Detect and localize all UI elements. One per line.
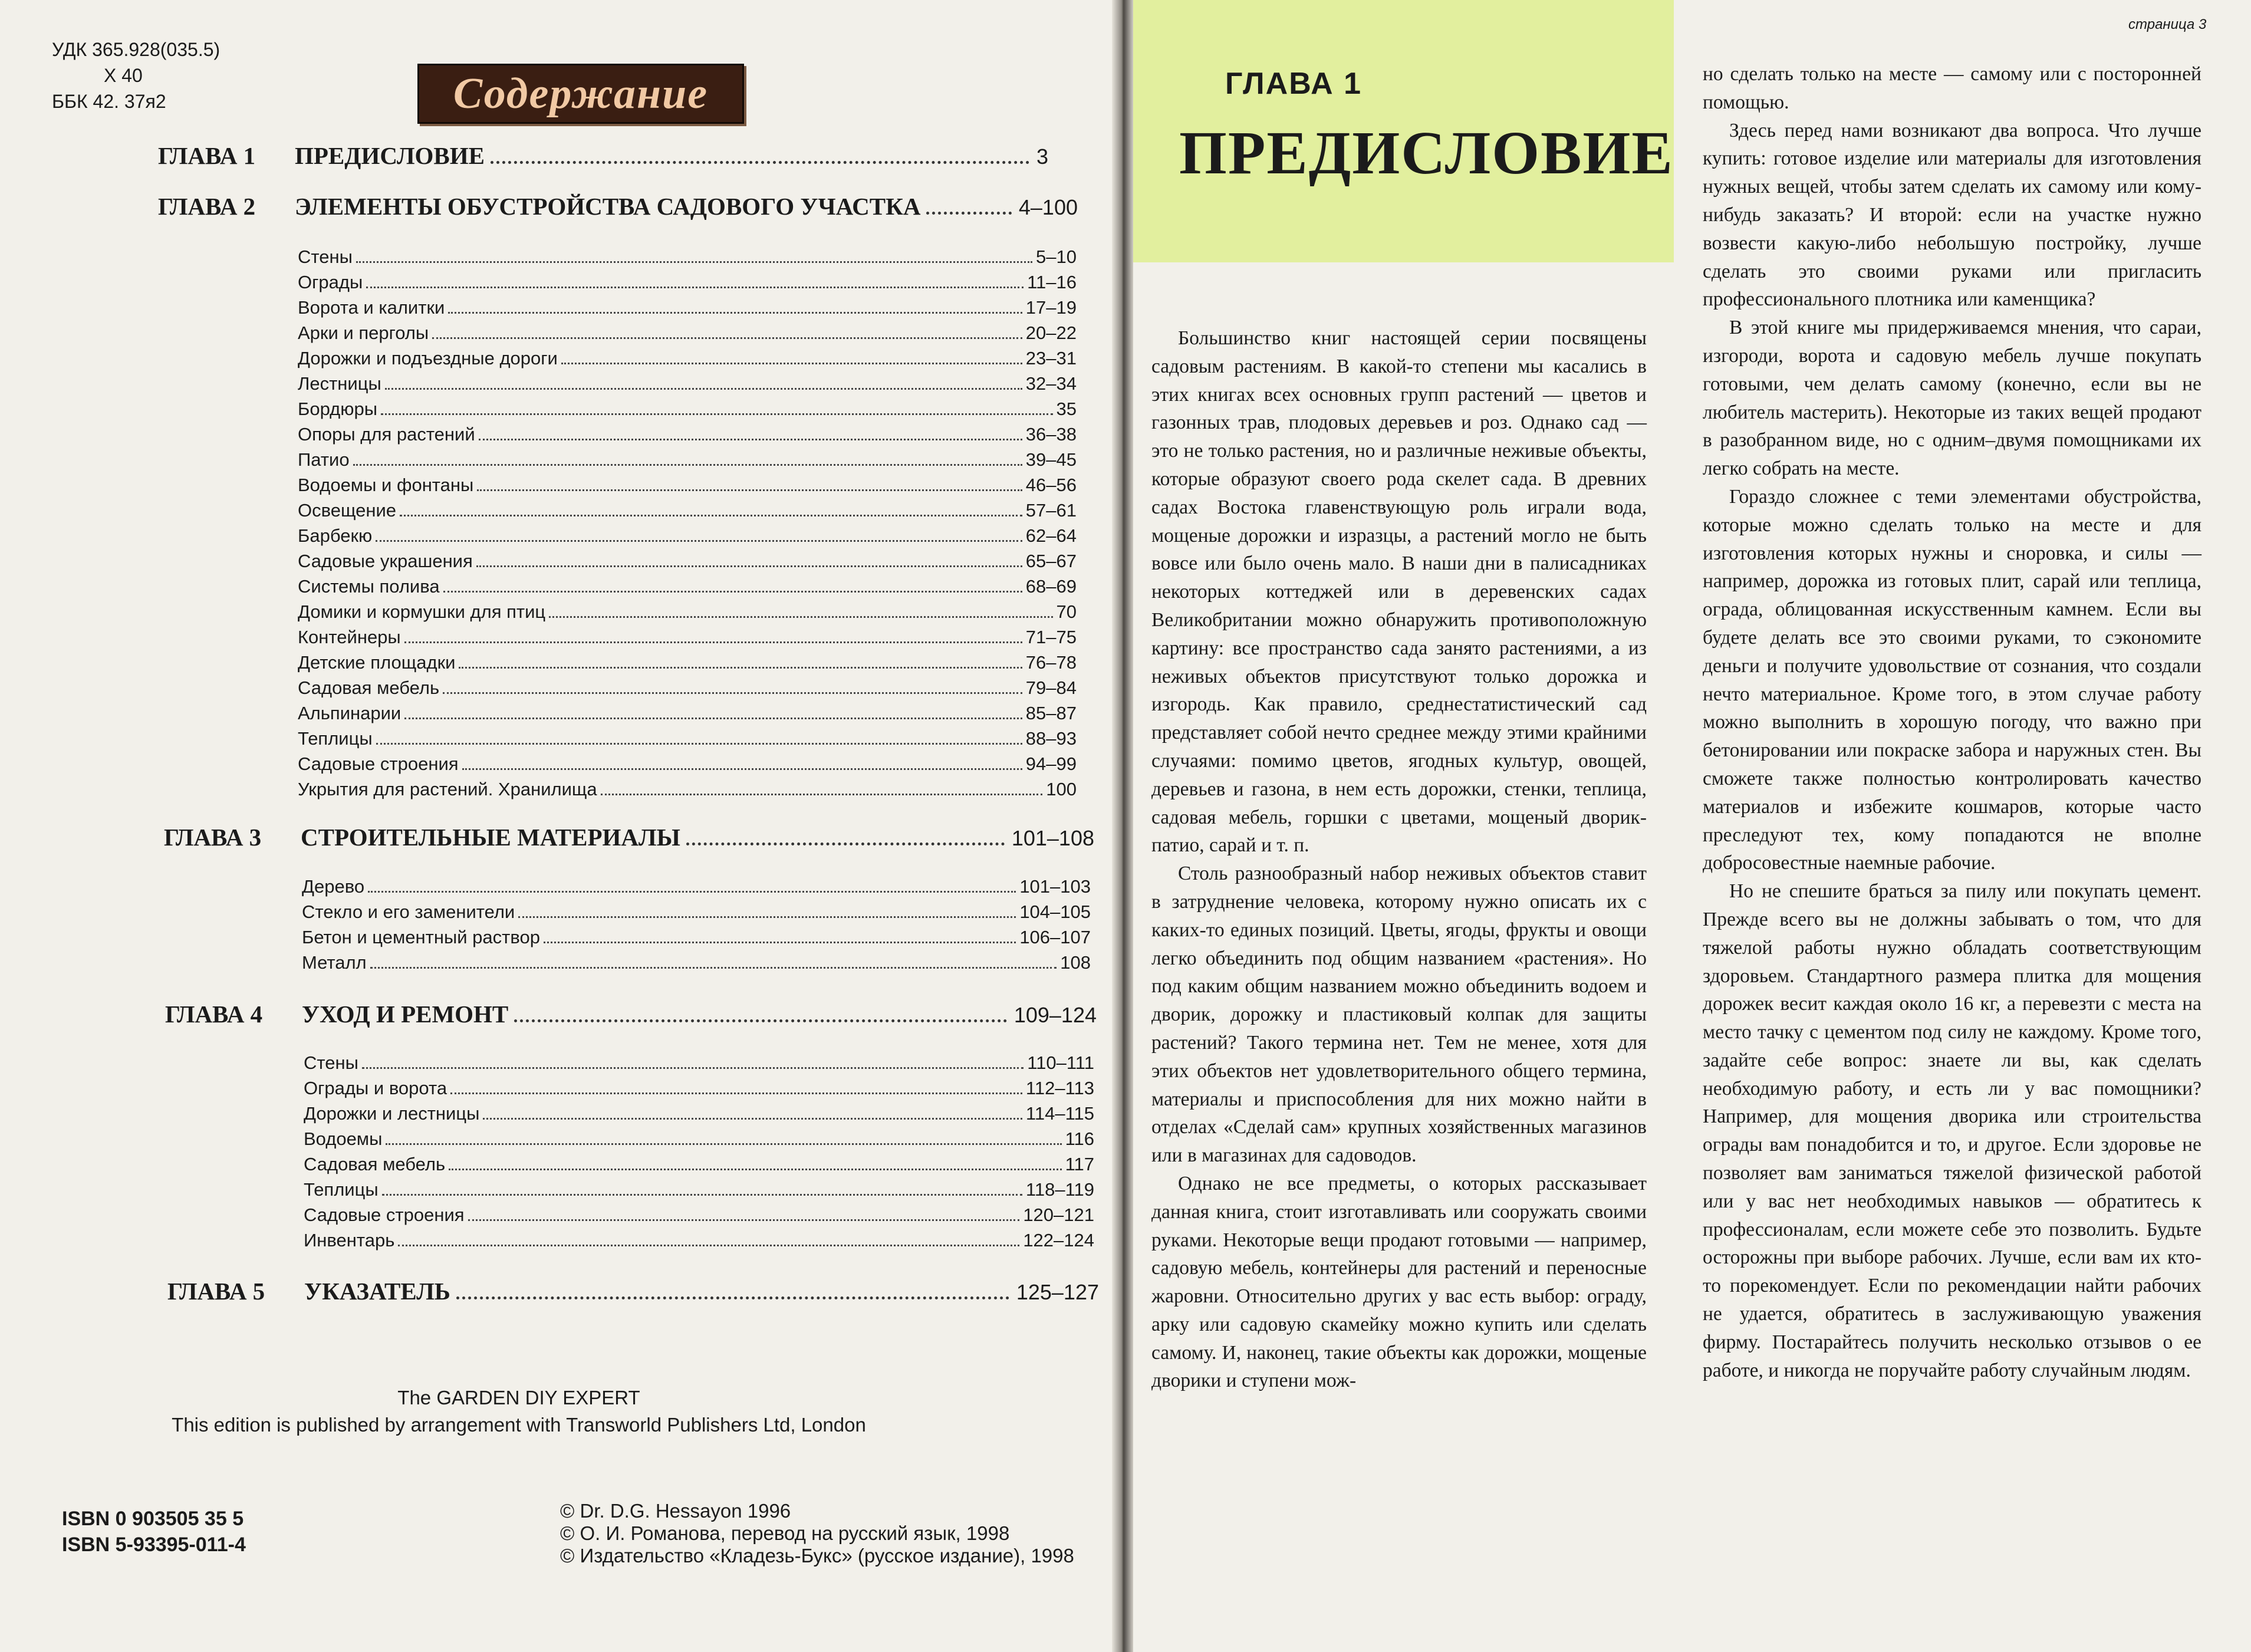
paragraph: Столь разнообразный набор неживых объектов ставит в затруднение человека, которому нужно описать их с каких-то единых позиций. Цветы, ягоды, фрукты и овощи легко объединить под общим названием «растения». Но под каким общим названием можно объединить водоем и дворик, дорожку и пластиковый колпак для защиты растений? Такого термина нет. Тем не менее, хотя для этих объектов нет удовлетворительного общего термина, материалы и приспособления для них можно найти в отделах «Сделай сам» крупных хозяйственных магазинов или в магазинах для садоводов. xyxy=(1151,863,1647,1167)
leader-dots xyxy=(462,768,1022,770)
chapter-label: ГЛАВА 5 xyxy=(167,1278,265,1305)
leader-dots xyxy=(926,212,1011,215)
paragraph: Однако не все предметы, о которых рассказывает данная книга, стоит изготавливать или сооружать своими руками. Некоторые вещи продают готовыми — например, садовую мебель, контейнеры для растений и переносные жаровни. Относительно других у вас есть выбор: ограду, арку или садовую скамейку можно купить или сделать самому. И, наконец, такие объекты как дорожки, мощеные дворики и ступени мож- xyxy=(1151,1172,1647,1392)
toc-item[interactable] xyxy=(298,753,1077,779)
chapter-label: ГЛАВА 3 xyxy=(164,824,262,851)
chapter-pages: 109–124 xyxy=(1013,1003,1097,1027)
chapter-pages: 4–100 xyxy=(1018,195,1078,219)
paragraph: Гораздо сложнее с теми элементами обустройства, которые можно сделать только на месте и для изготовления которых нужны и сноровка, и силы — например, дорожка из готовых плит, сарай или теплица, ограда, облицованная искусственным камнем. Если вы будете делать все это своими руками, то сэкономите деньги и получите удовольствие от сознания, что создали нечто материальное. Кроме того, в этом случае работу можно выполнить в хорошую погоду, что важно при бетонировании или покраске забора и наружных стен. Вы сможете также полностью контролировать качество материалов и избежите кошмаров, которые часто преследуют тех, кому попадаются не вполне добросовестные наемные рабочие. xyxy=(1703,485,2201,874)
leader-dots xyxy=(477,489,1022,491)
isbn-1: ISBN 0 903505 35 5 xyxy=(62,1508,244,1530)
toc-item-name: Арки и перголы xyxy=(298,322,429,343)
leader-dots xyxy=(601,794,1043,795)
leader-dots xyxy=(381,413,1053,415)
toc-item[interactable] xyxy=(304,1052,1094,1078)
toc-item[interactable] xyxy=(302,876,1091,901)
chapter-label: ГЛАВА 1 xyxy=(1225,67,1363,101)
toc-item-pages: 68–69 xyxy=(1025,576,1077,597)
toc-item[interactable] xyxy=(298,322,1077,348)
leader-dots xyxy=(518,916,1016,918)
toc-item[interactable] xyxy=(298,627,1077,652)
toc-item-pages: 118–119 xyxy=(1025,1179,1094,1200)
toc-item[interactable] xyxy=(304,1078,1094,1103)
copyright-line: © О. И. Романова, перевод на русский язык, 1998 xyxy=(560,1522,1010,1544)
toc-item-pages: 116 xyxy=(1065,1128,1094,1149)
toc-item-name: Стекло и его заменители xyxy=(302,901,515,922)
edition-arrangement: This edition is published by arrangement with Transworld Publishers Ltd, London xyxy=(172,1414,866,1436)
toc-item-pages: 36–38 xyxy=(1025,424,1077,445)
toc-item[interactable] xyxy=(298,677,1077,703)
toc-item[interactable] xyxy=(304,1128,1094,1154)
paragraph: В этой книге мы придерживаемся мнения, что сараи, изгороди, ворота и садовую мебель лучше покупать готовыми, чем делать самому (конечно, если вы не любитель мастерить). Некоторые из таких вещей продают в разобранном виде, но с одним–двумя помощниками их легко собрать на месте. xyxy=(1703,317,2201,480)
toc-item-pages: 46–56 xyxy=(1025,475,1077,495)
toc-item-name: Стены xyxy=(298,246,353,267)
toc-item-pages: 114–115 xyxy=(1025,1103,1094,1124)
leader-dots xyxy=(450,1092,1022,1094)
edition-title: The GARDEN DIY EXPERT xyxy=(397,1387,640,1409)
leader-dots xyxy=(544,942,1016,943)
toc-item-name: Дорожки и лестницы xyxy=(304,1103,480,1124)
toc-item-pages: 120–121 xyxy=(1023,1205,1094,1225)
toc-item[interactable] xyxy=(298,272,1077,297)
chapter-title: УКАЗАТЕЛЬ xyxy=(304,1278,450,1305)
paragraph: Большинство книг настоящей серии посвящены садовым растениям. В какой-то степени мы касались в этих книгах всех основных групп растений — цветов и газонных трав, плодовых деревьев и роз. Однако сад — это не только растения, но и различные неживые объекты, которые образуют своего рода скелет сада. В древних садах Востока главенствующую роль играли вода, мощеные дорожки и изразцы, а растений могло не быть вовсе или было очень мало. В наши дни в палисадниках некоторых коттеджей или в деревенских садах Великобритании можно обнаружить противоположную картину: все пространство сада занято растениями, а из неживых объектов присутствуют только дорожка и изгородь. Как правило, среднестатистический сад представляет собой нечто среднее между этими крайними случаями: помимо цветов, ягодных культур, овощей, деревьев и газона, в нем есть дорожки, стенки, теплица, садовая мебель, горшки с цветами, мощеный дворик-патио, сарай и т. п. xyxy=(1151,327,1647,857)
leader-dots xyxy=(368,891,1016,893)
chapter-title: ПРЕДИСЛОВИЕ xyxy=(295,142,485,169)
isbn-block xyxy=(62,1506,246,1558)
leader-dots xyxy=(398,1245,1019,1246)
catalog-meta xyxy=(52,37,220,114)
toc-item-name: Детские площадки xyxy=(298,652,456,673)
toc-item[interactable] xyxy=(298,576,1077,601)
isbn-2: ISBN 5-93395-011-4 xyxy=(62,1533,246,1556)
chapter-label: ГЛАВА 2 xyxy=(158,193,256,220)
toc-item-pages: 11–16 xyxy=(1027,272,1077,292)
author-mark: Х 40 xyxy=(104,65,143,86)
leader-dots xyxy=(370,967,1057,969)
toc-item-name: Бетон и цементный раствор xyxy=(302,927,540,947)
paragraph: Но не спешите браться за пилу или покупать цемент. Прежде всего вы не должны забывать о том, что для тяжелой работы нужно обладать соответствующим здоровьем. Стандартного размера плитка для мощения дорожек весит каждая около 16 кг, а перевезти с места на место тачку с цементом под силу не каждому. Кроме того, задайте себе вопрос: знаете ли вы, как сделать необходимую работу, и есть ли у вас помощники? Например, для мощения дворика или строительства ограды вам понадобится и то, и другое. Если здоровье не позволяет вам заниматься тяжелой физической работой или у вас нет необходимых навыков — обратитесь к профессионалам, если можете себе это позволить. Будьте осторожны при выборе рабочих. Лучше, если вам их кто-то порекомендует. Если по рекомендации найти рабочих не удается, обратитесь в заслуживающую уважения фирму. Постарайтесь получить несколько отзывов о ее работе, и никогда не поручайте работу случайным людям. xyxy=(1703,880,2201,1381)
page-number: страница 3 xyxy=(2128,17,2207,32)
toc-item[interactable] xyxy=(302,952,1091,978)
copyright-line: © Издательство «Кладезь-Букс» (русское издание), 1998 xyxy=(560,1545,1074,1567)
toc-item-pages: 94–99 xyxy=(1025,753,1077,774)
toc-item[interactable] xyxy=(304,1230,1094,1255)
leader-dots xyxy=(476,565,1022,567)
toc-item-pages: 32–34 xyxy=(1025,373,1077,394)
leader-dots xyxy=(483,1118,1022,1120)
toc-item-name: Стены xyxy=(304,1052,358,1073)
udk-code: УДК 365.928(035.5) xyxy=(52,39,221,60)
toc-item[interactable] xyxy=(298,525,1077,551)
toc-item-name: Дорожки и подъездные дороги xyxy=(298,348,558,368)
toc-item[interactable] xyxy=(298,500,1077,525)
leader-dots xyxy=(561,363,1022,364)
leader-dots xyxy=(443,591,1022,593)
toc-item-name: Водоемы xyxy=(304,1128,383,1149)
paragraph: но сделать только на месте — самому или с посторонней помощью. xyxy=(1703,63,2201,113)
toc-item[interactable] xyxy=(298,424,1077,449)
leader-dots xyxy=(686,843,1005,845)
leader-dots xyxy=(385,388,1022,390)
toc-item-pages: 85–87 xyxy=(1025,703,1077,723)
leader-dots xyxy=(491,161,1029,164)
toc-item-name: Садовые украшения xyxy=(298,551,473,571)
toc-item-name: Лестницы xyxy=(298,373,381,394)
toc-title: Содержание xyxy=(453,69,709,118)
leader-dots xyxy=(362,1067,1024,1069)
leader-dots xyxy=(468,1219,1020,1221)
toc-item[interactable] xyxy=(298,475,1077,500)
toc-item[interactable] xyxy=(298,652,1077,677)
toc-item-pages: 104–105 xyxy=(1019,901,1091,922)
toc-item-name: Садовая мебель xyxy=(298,677,440,698)
leader-dots xyxy=(366,287,1024,288)
toc-item-pages: 108 xyxy=(1060,952,1091,973)
toc-item-name: Альпинарии xyxy=(298,703,402,723)
toc-chapter-3[interactable] xyxy=(164,823,1094,851)
leader-dots xyxy=(449,1169,1061,1170)
leader-dots xyxy=(356,261,1032,263)
toc-item-name: Опоры для растений xyxy=(298,424,475,445)
chapter-title: ЭЛЕМЕНТЫ ОБУСТРОЙСТВА САДОВОГО УЧАСТКА xyxy=(295,193,921,220)
toc-item[interactable] xyxy=(302,901,1091,927)
leader-dots xyxy=(382,1194,1022,1196)
toc-item-pages: 100 xyxy=(1046,779,1077,799)
chapter-title: УХОД И РЕМОНТ xyxy=(302,1001,509,1028)
toc-item-pages: 79–84 xyxy=(1025,677,1077,698)
chapter-title: ПРЕДИСЛОВИЕ xyxy=(1179,119,1674,187)
bbk-code: ББК 42. 37я2 xyxy=(52,91,166,112)
chapter-pages: 125–127 xyxy=(1016,1280,1099,1304)
leader-dots xyxy=(448,312,1022,314)
leader-dots xyxy=(404,641,1022,643)
toc-item-pages: 62–64 xyxy=(1025,525,1077,546)
toc-item-name: Домики и кормушки для птиц xyxy=(298,601,546,622)
leader-dots xyxy=(404,718,1022,719)
paragraph: Здесь перед нами возникают два вопроса. Что лучше купить: готовое изделие или материалы для изготовления нужных вещей, чтобы затем сделать их самому или кому-нибудь заказать? И второй: если на участке нужно возвести какую-либо небольшую постройку, лучше сделать это своими руками или пригласить профессионального плотника или каменщика? xyxy=(1703,119,2201,311)
toc-item[interactable] xyxy=(298,449,1077,475)
chapter-label: ГЛАВА 1 xyxy=(158,142,256,169)
leader-dots xyxy=(376,743,1022,745)
toc-item[interactable] xyxy=(298,297,1077,322)
toc-item-pages: 35 xyxy=(1056,399,1077,419)
toc-item[interactable] xyxy=(298,246,1077,272)
toc-item-name: Садовые строения xyxy=(304,1205,465,1225)
copyright-line: © Dr. D.G. Hessayon 1996 xyxy=(560,1500,791,1522)
leader-dots xyxy=(432,337,1022,339)
toc-item-name: Водоемы и фонтаны xyxy=(298,475,474,495)
toc-item-pages: 122–124 xyxy=(1023,1230,1094,1250)
chapter-pages: 3 xyxy=(1036,144,1048,169)
toc-title-banner xyxy=(417,64,744,124)
toc-item-name: Теплицы xyxy=(304,1179,379,1200)
toc-item-pages: 106–107 xyxy=(1019,927,1091,947)
toc-item[interactable] xyxy=(304,1205,1094,1230)
book-spine xyxy=(1112,0,1133,1652)
toc-item-pages: 70 xyxy=(1056,601,1077,622)
leader-dots xyxy=(514,1019,1007,1022)
toc-item-name: Укрытия для растений. Хранилища xyxy=(298,779,597,799)
text-column-2 xyxy=(1703,60,2201,1384)
toc-item[interactable] xyxy=(298,703,1077,728)
toc-chapter-5[interactable] xyxy=(167,1277,1099,1305)
toc-item[interactable] xyxy=(298,728,1077,753)
toc-item-pages: 101–103 xyxy=(1019,876,1091,897)
leader-dots xyxy=(386,1143,1061,1145)
leader-dots xyxy=(443,692,1022,694)
leader-dots xyxy=(456,1296,1009,1299)
toc-item-pages: 5–10 xyxy=(1036,246,1077,267)
toc-item[interactable] xyxy=(304,1103,1094,1128)
toc-item-name: Садовая мебель xyxy=(304,1154,446,1174)
toc-item-name: Освещение xyxy=(298,500,397,521)
toc-item-pages: 23–31 xyxy=(1025,348,1077,368)
toc-chapter-2[interactable] xyxy=(158,192,1078,221)
toc-item[interactable] xyxy=(298,779,1077,804)
toc-item-pages: 39–45 xyxy=(1025,449,1077,470)
text-column-1 xyxy=(1151,324,1647,1395)
toc-item-name: Патио xyxy=(298,449,350,470)
toc-item[interactable] xyxy=(304,1154,1094,1179)
leader-dots xyxy=(479,439,1022,440)
toc-item-name: Ограды xyxy=(298,272,363,292)
toc-item-pages: 57–61 xyxy=(1025,500,1077,521)
chapter-title: СТРОИТЕЛЬНЫЕ МАТЕРИАЛЫ xyxy=(301,824,680,851)
toc-item[interactable] xyxy=(298,551,1077,576)
toc-item[interactable] xyxy=(302,927,1091,952)
chapter-pages: 101–108 xyxy=(1011,826,1094,850)
toc-item-name: Ограды и ворота xyxy=(304,1078,447,1098)
toc-item-name: Дерево xyxy=(302,876,365,897)
toc-item-name: Ворота и калитки xyxy=(298,297,445,318)
toc-item-name: Системы полива xyxy=(298,576,440,597)
toc-item-pages: 20–22 xyxy=(1025,322,1077,343)
toc-item-name: Теплицы xyxy=(298,728,373,749)
toc-chapter-4[interactable] xyxy=(165,1000,1097,1028)
chapter-label: ГЛАВА 4 xyxy=(165,1001,263,1028)
toc-item-pages: 17–19 xyxy=(1025,297,1077,318)
toc-item-pages: 110–111 xyxy=(1027,1052,1094,1073)
toc-item[interactable] xyxy=(298,601,1077,627)
toc-item-pages: 112–113 xyxy=(1025,1078,1094,1098)
leader-dots xyxy=(376,540,1022,542)
toc-item[interactable] xyxy=(298,348,1077,373)
toc-item-pages: 65–67 xyxy=(1025,551,1077,571)
toc-item-name: Металл xyxy=(302,952,367,973)
toc-item[interactable] xyxy=(304,1179,1094,1205)
toc-item-pages: 88–93 xyxy=(1025,728,1077,749)
leader-dots xyxy=(400,515,1022,516)
toc-chapter-1[interactable] xyxy=(158,141,1048,170)
toc-item-name: Контейнеры xyxy=(298,627,401,647)
leader-dots xyxy=(549,616,1052,618)
toc-item[interactable] xyxy=(298,373,1077,399)
toc-item-name: Барбекю xyxy=(298,525,373,546)
toc-item-name: Садовые строения xyxy=(298,753,459,774)
toc-item-pages: 71–75 xyxy=(1025,627,1077,647)
toc-item[interactable] xyxy=(298,399,1077,424)
toc-item-name: Бордюры xyxy=(298,399,377,419)
leader-dots xyxy=(353,464,1022,466)
edition-note xyxy=(141,1384,896,1439)
toc-item-pages: 117 xyxy=(1065,1154,1094,1174)
toc-item-pages: 76–78 xyxy=(1025,652,1077,673)
leader-dots xyxy=(459,667,1022,669)
toc-item-name: Инвентарь xyxy=(304,1230,395,1250)
copyright-block xyxy=(560,1500,1074,1567)
